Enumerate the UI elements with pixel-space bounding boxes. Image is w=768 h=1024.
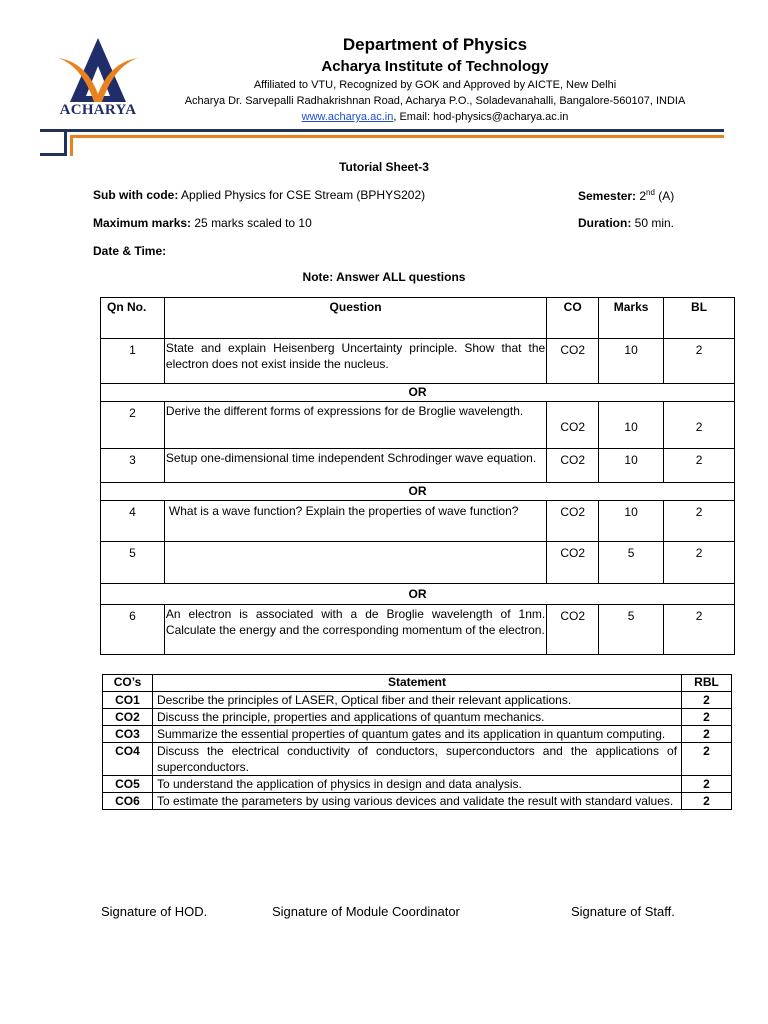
co-code: CO2 [103, 709, 153, 726]
co-statement: Discuss the principle, properties and applications of quantum mechanics. [152, 709, 681, 726]
table-row [101, 402, 735, 449]
co-rbl: 2 [682, 692, 732, 709]
table-row [103, 776, 732, 793]
bl-cell: 2 [664, 501, 735, 542]
header-qn: Qn No. [101, 298, 165, 339]
header-marks: Marks [599, 298, 664, 339]
subject-label: Sub with code: [93, 188, 179, 202]
semester-number: 2 [636, 189, 647, 203]
bl-cell: 2 [664, 449, 735, 483]
co-cell: CO2 [547, 339, 599, 384]
department-name: Department of Physics [342, 35, 528, 54]
co-cell: CO2 [547, 605, 599, 655]
contact-line [150, 109, 720, 125]
duration-line [578, 216, 674, 230]
sheet-title: Tutorial Sheet-3 [339, 160, 429, 174]
marks-cell: 10 [599, 501, 664, 542]
question-cell: What is a wave function? Explain the properties of wave function? [164, 501, 546, 542]
semester-suffix: nd [646, 188, 655, 197]
qn-cell: 3 [101, 449, 165, 483]
co-code: CO4 [103, 743, 153, 776]
header-rule-dark [40, 129, 724, 132]
question-cell: Derive the different forms of expressions for de Broglie wavelength. [164, 402, 546, 449]
marks-cell: 5 [599, 542, 664, 584]
header-rule-orange [70, 135, 724, 138]
subject-line [93, 188, 425, 202]
instruction-note: Note: Answer ALL questions [302, 270, 466, 284]
header-rbl: RBL [682, 675, 732, 692]
co-cell: CO2 [547, 501, 599, 542]
semester-line [578, 188, 674, 203]
co-cell: CO2 [547, 542, 599, 584]
semester-label: Semester: [578, 189, 637, 203]
co-statement: To understand the application of physics in design and data analysis. [152, 776, 681, 793]
co-statement: Summarize the essential properties of quantum gates and its application in quantum computing. [152, 726, 681, 743]
co-cell [547, 402, 599, 449]
signature-module-coordinator: Signature of Module Coordinator [272, 904, 460, 919]
table-row [103, 692, 732, 709]
signature-hod: Signature of HOD. [101, 904, 208, 919]
date-time-label: Date & Time: [93, 244, 167, 258]
marks-cell [599, 402, 664, 449]
table-row [103, 726, 732, 743]
max-marks-value: 25 marks scaled to 10 [191, 216, 312, 230]
affiliation-line: Affiliated to VTU, Recognized by GOK and Approved by AICTE, New Delhi [253, 79, 617, 91]
co-rbl: 2 [682, 793, 732, 810]
table-row [101, 339, 735, 384]
max-marks-line [93, 216, 312, 230]
header-statement: Statement [152, 675, 681, 692]
qn-cell: 5 [101, 542, 165, 584]
marks-value: 10 [624, 420, 638, 434]
co-code: CO5 [103, 776, 153, 793]
table-row [101, 542, 735, 584]
header-co: CO [547, 298, 599, 339]
header-bl: BL [664, 298, 735, 339]
co-code: CO1 [103, 692, 153, 709]
marks-cell: 10 [599, 449, 664, 483]
table-row [101, 605, 735, 655]
or-label: OR [101, 483, 735, 501]
email-text: , Email: hod-physics@acharya.ac.in [393, 111, 569, 123]
semester-section: (A) [654, 189, 675, 203]
letterhead [150, 34, 720, 125]
questions-table [100, 297, 735, 655]
question-cell: Setup one-dimensional time independent Schrodinger wave equation. [164, 449, 546, 483]
co-code: CO6 [103, 793, 153, 810]
co-cell: CO2 [547, 449, 599, 483]
header-rule-foot [40, 153, 67, 156]
bl-cell: 2 [664, 605, 735, 655]
website-link[interactable]: www.acharya.ac.in [301, 111, 394, 123]
co-rbl: 2 [682, 743, 732, 776]
or-label: OR [101, 584, 735, 605]
qn-cell: 1 [101, 339, 165, 384]
qn-cell: 6 [101, 605, 165, 655]
co-header-row [103, 675, 732, 692]
co-rbl: 2 [682, 709, 732, 726]
question-cell: An electron is associated with a de Broglie wavelength of 1nm. Calculate the energy and the corresponding momentum of the electron. [164, 605, 546, 655]
bl-cell: 2 [664, 542, 735, 584]
logo-wordmark: ACHARYA [59, 102, 137, 118]
signature-staff: Signature of Staff. [571, 904, 675, 919]
marks-cell: 5 [599, 605, 664, 655]
co-value: CO2 [560, 420, 586, 434]
date-time-line [93, 244, 166, 258]
co-statement: Describe the principles of LASER, Optical fiber and their relevant applications. [152, 692, 681, 709]
header-rule-corner-orange [70, 135, 73, 156]
header-rule-corner [64, 129, 67, 156]
duration-label: Duration: [578, 216, 632, 230]
question-cell: State and explain Heisenberg Uncertainty principle. Show that the electron does not exist inside the nucleus. [164, 339, 546, 384]
bl-cell: 2 [664, 339, 735, 384]
table-row [103, 743, 732, 776]
question-cell [164, 542, 546, 584]
address-line: Acharya Dr. Sarvepalli Radhakrishnan Road, Acharya P.O., Soladevanahalli, Bangalore-560107, INDIA [184, 95, 686, 107]
max-marks-label: Maximum marks: [93, 216, 192, 230]
bl-cell [664, 402, 735, 449]
co-statement: Discuss the electrical conductivity of conductors, superconductors and the applications of superconductors. [152, 743, 681, 776]
marks-cell: 10 [599, 339, 664, 384]
duration-value: 50 min. [631, 216, 675, 230]
table-row [101, 501, 735, 542]
institute-name: Acharya Institute of Technology [321, 58, 549, 75]
header-question: Question [164, 298, 546, 339]
course-outcomes-table [102, 674, 732, 810]
questions-header-row [101, 298, 735, 339]
or-row [101, 384, 735, 402]
co-code: CO3 [103, 726, 153, 743]
subject-value: Applied Physics for CSE Stream (BPHYS202) [178, 188, 426, 202]
co-rbl: 2 [682, 776, 732, 793]
qn-cell: 2 [101, 402, 165, 449]
or-row [101, 483, 735, 501]
co-rbl: 2 [682, 726, 732, 743]
header-cos: CO’s [103, 675, 153, 692]
or-label: OR [101, 384, 735, 402]
qn-cell: 4 [101, 501, 165, 542]
co-statement: To estimate the parameters by using various devices and validate the result with standard values. [152, 793, 681, 810]
or-row [101, 584, 735, 605]
table-row [103, 709, 732, 726]
table-row [103, 793, 732, 810]
bl-value: 2 [695, 420, 703, 434]
table-row [101, 449, 735, 483]
